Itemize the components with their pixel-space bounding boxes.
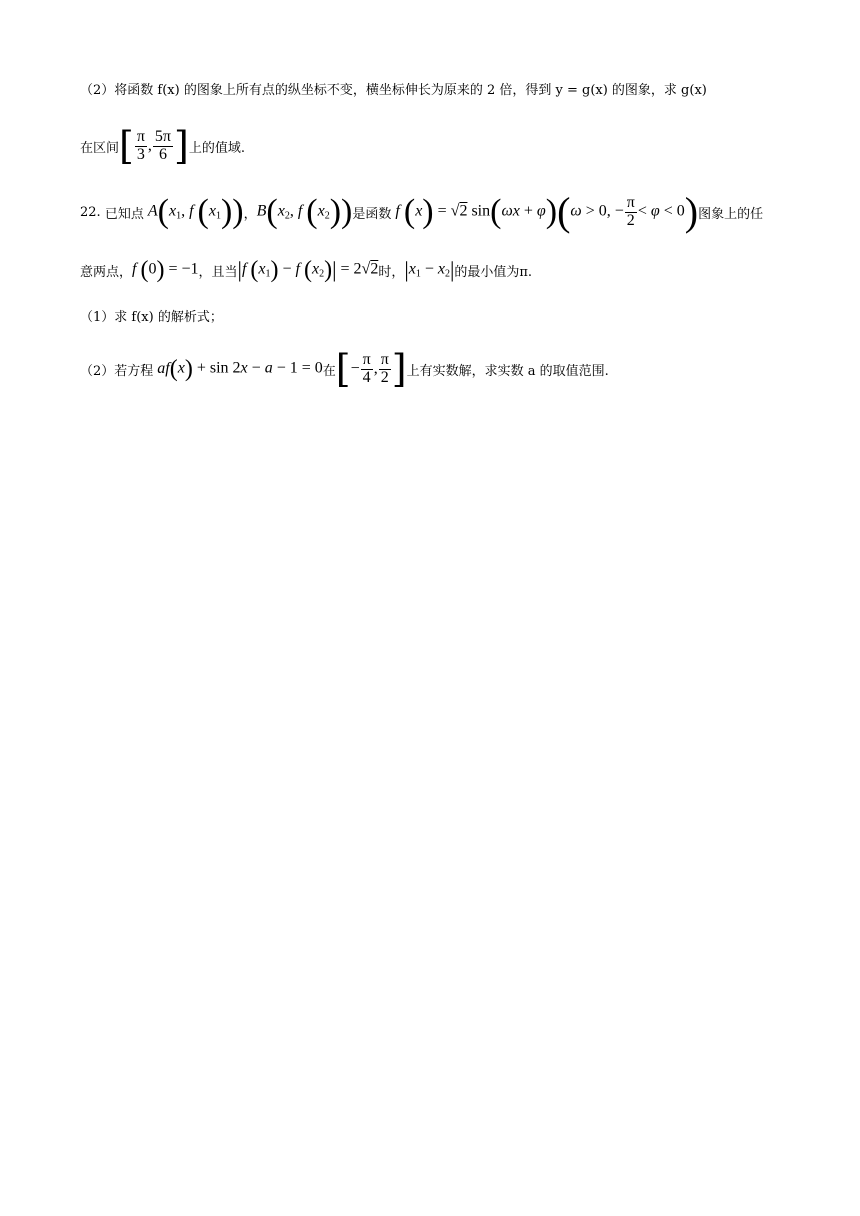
q21-part2-line1 [80,79,860,98]
comma: , [373,360,378,377]
q22-line2-start: 意两点， [80,264,133,280]
q22-tail: 图象上的任 [698,206,764,222]
equation: af [153,360,170,377]
q22-line1 [80,190,860,234]
left-bracket: [ [119,124,134,168]
q22-part2-prefix: （2）若方程 [80,363,154,379]
q22-part1 [80,303,860,327]
fraction-pi-2b: $\frac{\pi}{2}$ [380,350,389,386]
fraction-5pi-6: $\frac{5\pi}{6}$ [154,127,171,163]
is-function-label: 是函数 [352,206,392,222]
right-bracket: ] [391,347,407,391]
q21-interval-suffix: 上的值域. [188,140,245,156]
time-label: 时， [378,264,405,280]
q22-part2 [80,346,860,392]
q22-line2 [80,254,860,286]
right-bracket: ] [174,124,189,168]
q21-part2-line2 [80,124,860,168]
f-zero: f (0) = −1 [132,257,199,283]
q22-intro: 已知点 [104,206,144,222]
function-definition: f (x) = √2 sin(ωx + φ)(ω > 0, − [395,189,624,234]
q21-interval-prefix: 在区间 [80,140,120,156]
equation-rest: (x) + sin 2x − a − 1 = 0 [169,356,323,382]
fraction-pi-4: $\frac{\pi}{4}$ [362,350,371,386]
minus-sign: − [350,360,360,377]
question-number: 22. [80,204,101,220]
in-label: 在 [322,363,336,379]
q22-part1-text: （1）求 f(x) 的解析式； [80,309,223,325]
fraction-pi-2: $\frac{\pi}{2}$ [626,193,635,229]
q22-part2-suffix: 上有实数解，求实数 a 的取值范围. [406,363,609,379]
fraction-pi-3: $\frac{\pi}{3}$ [136,127,145,163]
point-a: $A(x_1$, f $(x_1)$) [147,193,244,230]
comma: , [147,137,152,154]
left-bracket: [ [335,347,351,391]
point-b: $B(x_2$, f $(x_2)$) [256,193,353,230]
abs-difference: |f $(x_1) - f$ $(x_2)| = 2√2$ [237,257,379,283]
min-text: 的最小值为π. [454,264,533,280]
phi-condition: < φ < 0) [637,189,699,234]
comma-cn: ， [243,206,257,222]
and-when: ，且当 [198,264,238,280]
q21-part2-text: （2）将函数 f(x) 的图象上所有点的纵坐标不变，横坐标伸长为原来的 2 倍，得到 y = g(x) 的图象，求 g(x) [80,83,707,98]
abs-x-diff: $|x_1 - x_2|$ [404,257,455,282]
